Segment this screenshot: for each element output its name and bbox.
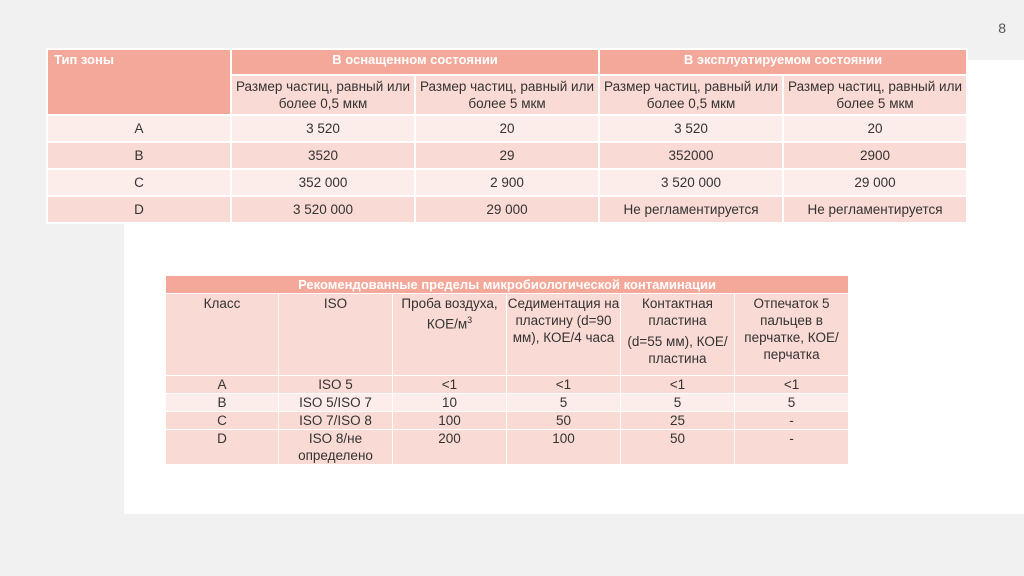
value-cell: <1 xyxy=(621,376,735,394)
microbial-limits-table xyxy=(165,275,849,465)
zone-type-header: Тип зоны xyxy=(47,49,231,115)
subheader-cell: Размер частиц, равный или более 0,5 мкм xyxy=(231,75,415,115)
value-cell: 3 520 xyxy=(599,115,783,142)
value-cell: 5 xyxy=(621,394,735,412)
value-cell: 3 520 000 xyxy=(231,196,415,223)
table-row xyxy=(47,196,967,223)
class-cell: B xyxy=(166,394,279,412)
value-cell: 5 xyxy=(735,394,849,412)
value-cell: <1 xyxy=(735,376,849,394)
class-header: Класс xyxy=(166,294,279,376)
zone-cell: B xyxy=(47,142,231,169)
subheader-cell: Размер частиц, равный или более 0,5 мкм xyxy=(599,75,783,115)
value-cell: 352000 xyxy=(599,142,783,169)
iso-header: ISO xyxy=(279,294,393,376)
value-cell: 20 xyxy=(783,115,967,142)
value-cell: - xyxy=(735,430,849,465)
value-cell: 5 xyxy=(507,394,621,412)
contact-plate-label: Контактная пластина xyxy=(642,296,713,328)
air-sample-label: Проба воздуха, КОЕ/м xyxy=(401,296,498,332)
value-cell: 29 000 xyxy=(783,169,967,196)
value-cell: 29 xyxy=(415,142,599,169)
value-cell: 100 xyxy=(507,430,621,465)
value-cell: 2900 xyxy=(783,142,967,169)
equipped-state-header: В оснащенном состоянии xyxy=(231,49,599,75)
contact-plate-size: (d=55 мм), КОЕ/пластина xyxy=(627,334,728,366)
air-sample-header xyxy=(393,294,507,376)
air-sample-superscript: 3 xyxy=(467,315,473,325)
subheader-cell: Размер частиц, равный или более 5 мкм xyxy=(783,75,967,115)
iso-cell: ISO 5 xyxy=(279,376,393,394)
value-cell: <1 xyxy=(507,376,621,394)
value-cell: 20 xyxy=(415,115,599,142)
class-cell: A xyxy=(166,376,279,394)
sedimentation-header: Седиментация на пластину (d=90 мм), КОЕ/4 часа xyxy=(507,294,621,376)
value-cell: 3 520 000 xyxy=(599,169,783,196)
table-row xyxy=(166,412,849,430)
value-cell: 50 xyxy=(507,412,621,430)
value-cell: 352 000 xyxy=(231,169,415,196)
table-title: Рекомендованные пределы микробиологической контаминации xyxy=(166,276,849,294)
contact-plate-header xyxy=(621,294,735,376)
value-cell: 29 000 xyxy=(415,196,599,223)
value-cell: 2 900 xyxy=(415,169,599,196)
class-cell: C xyxy=(166,412,279,430)
value-cell: 25 xyxy=(621,412,735,430)
value-cell: - xyxy=(735,412,849,430)
value-cell: Не регламентируется xyxy=(783,196,967,223)
table-row xyxy=(47,169,967,196)
table-row xyxy=(166,376,849,394)
table-row xyxy=(166,430,849,465)
iso-cell: ISO 7/ISO 8 xyxy=(279,412,393,430)
zone-cell: C xyxy=(47,169,231,196)
iso-cell: ISO 5/ISO 7 xyxy=(279,394,393,412)
value-cell: Не регламентируется xyxy=(599,196,783,223)
iso-cell: ISO 8/не определено xyxy=(279,430,393,465)
value-cell: 50 xyxy=(621,430,735,465)
zone-cell: D xyxy=(47,196,231,223)
value-cell: <1 xyxy=(393,376,507,394)
value-cell: 3520 xyxy=(231,142,415,169)
zone-cell: A xyxy=(47,115,231,142)
value-cell: 3 520 xyxy=(231,115,415,142)
table-row xyxy=(166,394,849,412)
operational-state-header: В эксплуатируемом состоянии xyxy=(599,49,967,75)
subheader-cell: Размер частиц, равный или более 5 мкм xyxy=(415,75,599,115)
class-cell: D xyxy=(166,430,279,465)
table-row xyxy=(47,115,967,142)
value-cell: 100 xyxy=(393,412,507,430)
value-cell: 200 xyxy=(393,430,507,465)
glove-print-header: Отпечаток 5 пальцев в перчатке, КОЕ/перчатка xyxy=(735,294,849,376)
particle-limits-table xyxy=(46,48,968,224)
value-cell: 10 xyxy=(393,394,507,412)
page-number: 8 xyxy=(998,20,1006,36)
table-row xyxy=(47,142,967,169)
